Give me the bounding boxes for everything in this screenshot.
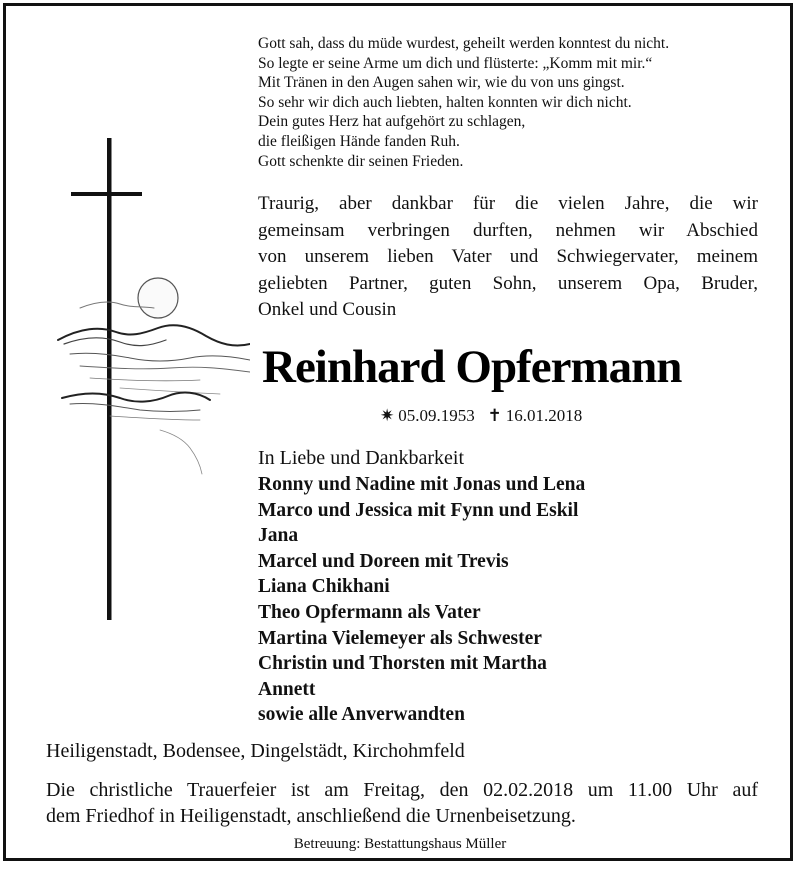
- cross-landscape-illustration: [50, 130, 250, 630]
- poem: [258, 34, 669, 171]
- funeral-home-credit: Betreuung: Bestattungshaus Müller: [293, 836, 507, 852]
- intro-line: Onkel und Cousin: [258, 299, 397, 320]
- death-cross-icon: ✝: [487, 406, 502, 425]
- mourner: Marcel und Doreen mit Trevis: [258, 550, 509, 572]
- thanks-line: In Liebe und Dankbarkeit: [258, 447, 465, 469]
- poem-line: Gott schenkte dir seinen Frieden.: [258, 152, 464, 170]
- service-line: Die christliche Trauerfeier ist am Freitag, den 02.02.2018 um 11.00 Uhr auf: [46, 779, 758, 801]
- intro-line: Traurig, aber dankbar für die vielen Jahre, die wir: [258, 193, 758, 214]
- intro-line: geliebten Partner, guten Sohn, unserem Opa, Bruder,: [258, 272, 758, 294]
- places-line: Heiligenstadt, Bodensee, Dingelstädt, Kirchohmfeld: [46, 740, 465, 762]
- life-dates: [380, 406, 582, 426]
- intro-line: gemeinsam verbringen durften, nehmen wir Abschied: [258, 219, 758, 241]
- poem-line: Mit Tränen in den Augen sahen wir, wie du von uns gingst.: [258, 74, 625, 92]
- mourner: sowie alle Anverwandten: [258, 704, 465, 726]
- poem-line: Gott sah, dass du müde wurdest, geheilt werden konntest du nicht.: [258, 35, 670, 52]
- mourner: Jana: [258, 525, 299, 547]
- sunset-lake-illustration: [58, 278, 250, 474]
- mourner: Liana Chikhani: [258, 576, 390, 598]
- service-line: dem Friedhof in Heiligenstadt, anschließend die Urnenbeisetzung.: [46, 805, 576, 827]
- deceased-name: Reinhard Opfermann: [262, 341, 682, 393]
- mourner: Christin und Thorsten mit Martha: [258, 653, 547, 675]
- poem-line: die fleißigen Hände fanden Ruh.: [258, 132, 460, 150]
- birth-star-icon: ✷: [380, 406, 395, 425]
- birth-date: 05.09.1953: [398, 406, 475, 425]
- poem-line: Dein gutes Herz hat aufgehört zu schlagen,: [258, 113, 526, 131]
- mourner: Annett: [258, 678, 316, 700]
- mourner: Theo Opfermann als Vater: [258, 601, 481, 623]
- mourner: Ronny und Nadine mit Jonas und Lena: [258, 474, 586, 495]
- mourner: Marco und Jessica mit Fynn und Eskil: [258, 499, 579, 521]
- intro-text: [258, 191, 758, 324]
- death-date: 16.01.2018: [505, 406, 583, 425]
- mourner: Martina Vielemeyer als Schwester: [258, 627, 542, 649]
- mourners-list: [258, 472, 585, 728]
- service-info: [46, 777, 758, 829]
- poem-line: So legte er seine Arme um dich und flüsterte: „Komm mit mir.“: [258, 54, 653, 72]
- poem-line: So sehr wir dich auch liebten, halten konnten wir dich nicht.: [258, 93, 632, 111]
- intro-line: von unserem lieben Vater und Schwiegervater, meinem: [258, 246, 758, 267]
